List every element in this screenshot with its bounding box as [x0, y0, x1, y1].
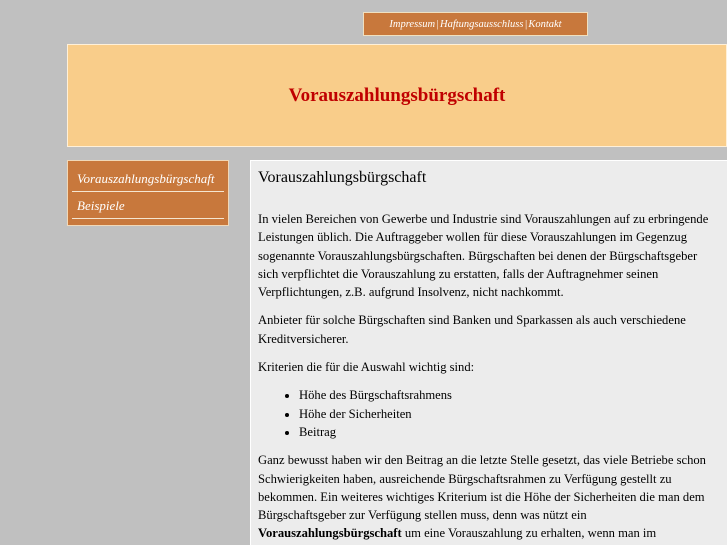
details-text-part1: Ganz bewusst haben wir den Beitrag an die letzte Stelle gesetzt, das viele Betriebe schon Schwierigkeiten haben, ausreichende Bürgschaftsrahmen zu Verfügung gestellt zu bekommen. Ein weiteres wichtiges Kriterium ist die Höhe der Sicherheiten die man dem Bürgschaftsgeber zur Verfügung stellen muss, denn was nützt ein — [258, 453, 706, 523]
impressum-link[interactable]: Impressum — [389, 18, 436, 30]
list-item: • Beitrag — [299, 423, 720, 441]
haftungsausschluss-link[interactable]: Haftungsausschluss — [440, 18, 524, 30]
page-title: Vorauszahlungsbürgschaft — [288, 84, 506, 106]
intro-paragraph: In vielen Bereichen von Gewerbe und Industrie sind Vorauszahlungen auf zu erbringende Leistungen üblich. Die Auftraggeber wollen für diese Vorauszahlungen im Gegenzug sogenannte Vorauszahlungsbürgschaften. Bürgschaften bei denen der Bürgschaftsgeber sich verpflichtet die Vorauszahlung zu erstatten, falls der Auftragnehmer seinen Verpflichtungen, z.B. aufgrund Insolvenz, nicht nachkommt. — [258, 212, 709, 300]
top-navigation — [363, 12, 588, 36]
sidebar-item-vorauszahlungsbuergschaft[interactable]: Vorauszahlungsbürgschaft — [72, 165, 224, 192]
nav-separator: | — [436, 18, 439, 30]
criteria-paragraph: Kriterien die für die Auswahl wichtig sind: — [258, 360, 475, 375]
criteria-list — [258, 386, 720, 441]
main-content — [250, 160, 727, 545]
sidebar-item-beispiele[interactable]: Beispiele — [72, 192, 224, 219]
details-paragraph — [258, 451, 720, 542]
list-item: • Höhe der Sicherheiten — [299, 405, 720, 423]
content-heading: Vorauszahlungsbürgschaft — [258, 169, 427, 186]
providers-paragraph: Anbieter für solche Bürgschaften sind Banken und Sparkassen als auch verschiedene Kreditversicherer. — [258, 313, 686, 346]
kontakt-link[interactable]: Kontakt — [528, 18, 562, 30]
list-item: • Höhe des Bürgschaftsrahmens — [299, 386, 720, 404]
details-bold-term: Vorauszahlungsbürgschaft — [258, 526, 402, 541]
nav-separator: | — [524, 18, 528, 30]
details-text-part2: um eine Vorauszahlung zu erhalten, wenn man im — [401, 526, 657, 541]
sidebar-menu — [67, 160, 229, 226]
page-header — [67, 44, 727, 147]
